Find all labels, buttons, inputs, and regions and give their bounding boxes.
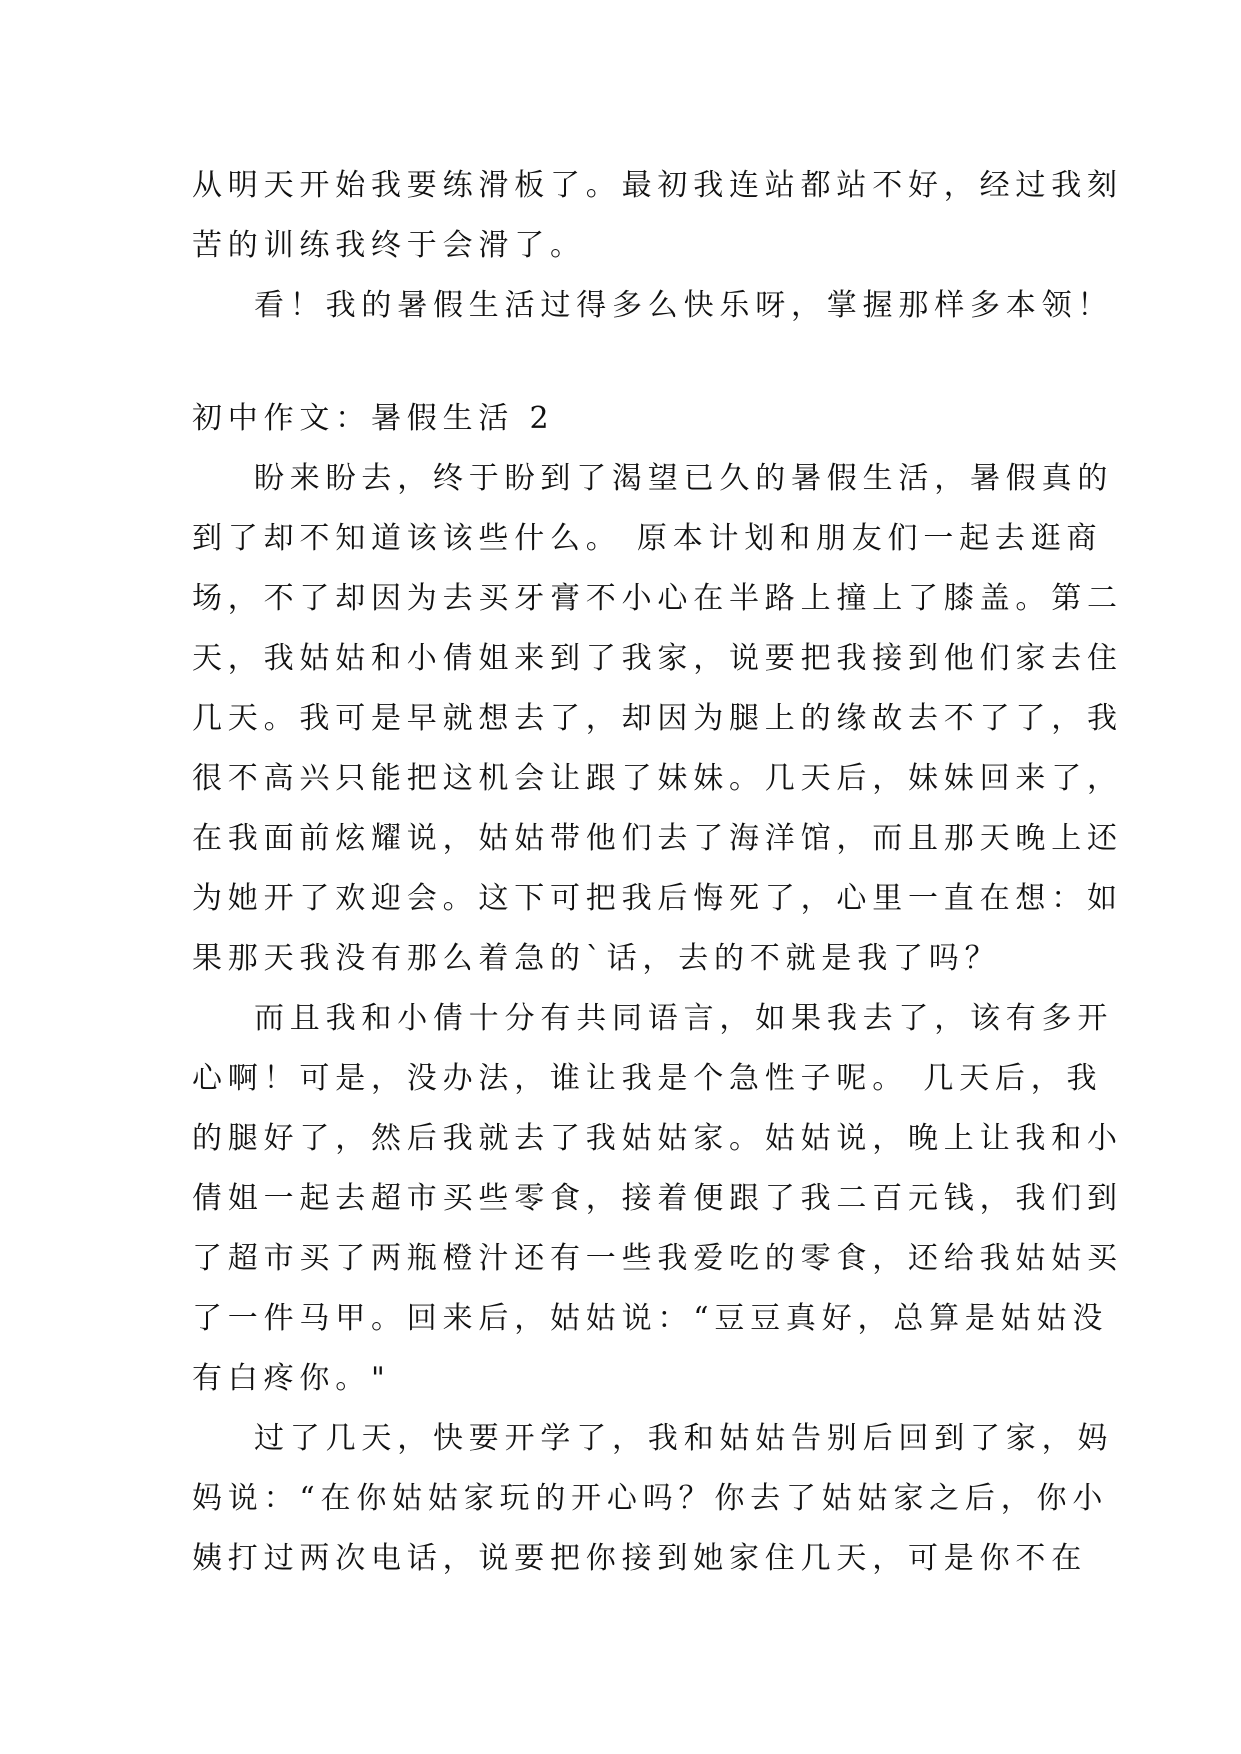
text-line: 妈说：“在你姑姑家玩的开心吗？你去了姑姑家之后，你小 [192, 1481, 1109, 1516]
text-line: 有白疼你。" [192, 1361, 391, 1396]
text-line: 过了几天，快要开学了，我和姑姑告别后回到了家，妈 [254, 1421, 1114, 1456]
text-line: 在我面前炫耀说，姑姑带他们去了海洋馆，而且那天晚上还 [192, 821, 1123, 856]
text-line: 姨打过两次电话，说要把你接到她家住几天，可是你不在 [192, 1541, 1087, 1576]
text-line: 了超市买了两瓶橙汁还有一些我爱吃的零食，还给我姑姑买 [192, 1241, 1123, 1276]
text-line: 几天。我可是早就想去了，却因为腿上的缘故去不了了，我 [192, 701, 1123, 736]
text-line: 而且我和小倩十分有共同语言，如果我去了，该有多开 [254, 1001, 1114, 1036]
text-line: 果那天我没有那么着急的`话，去的不就是我了吗？ [192, 941, 1001, 976]
text-line: 了一件马甲。回来后，姑姑说：“豆豆真好，总算是姑姑没 [192, 1301, 1109, 1336]
text-line: 从明天开始我要练滑板了。最初我连站都站不好，经过我刻 [192, 168, 1123, 203]
text-line: 苦的训练我终于会滑了。 [192, 228, 586, 263]
text-line: 场，不了却因为去买牙膏不小心在半路上撞上了膝盖。第二 [192, 581, 1123, 616]
text-line: 为她开了欢迎会。这下可把我后悔死了，心里一直在想：如 [192, 881, 1123, 916]
text-line: 的腿好了，然后我就去了我姑姑家。姑姑说，晚上让我和小 [192, 1121, 1123, 1156]
text-line: 看！我的暑假生活过得多么快乐呀，掌握那样多本领！ [254, 288, 1114, 323]
text-line: 心啊！可是，没办法，谁让我是个急性子呢。 几天后，我 [192, 1061, 1103, 1096]
text-line: 盼来盼去，终于盼到了渴望已久的暑假生活，暑假真的 [254, 461, 1114, 496]
text-line: 很不高兴只能把这机会让跟了妹妹。几天后，妹妹回来了， [192, 761, 1123, 796]
text-line: 到了却不知道该该些什么。 原本计划和朋友们一起去逛商 [192, 521, 1103, 556]
section-title: 初中作文：暑假生活 2 [192, 401, 555, 436]
text-line: 天，我姑姑和小倩姐来到了我家，说要把我接到他们家去住 [192, 641, 1123, 676]
text-line: 倩姐一起去超市买些零食，接着便跟了我二百元钱，我们到 [192, 1181, 1123, 1216]
